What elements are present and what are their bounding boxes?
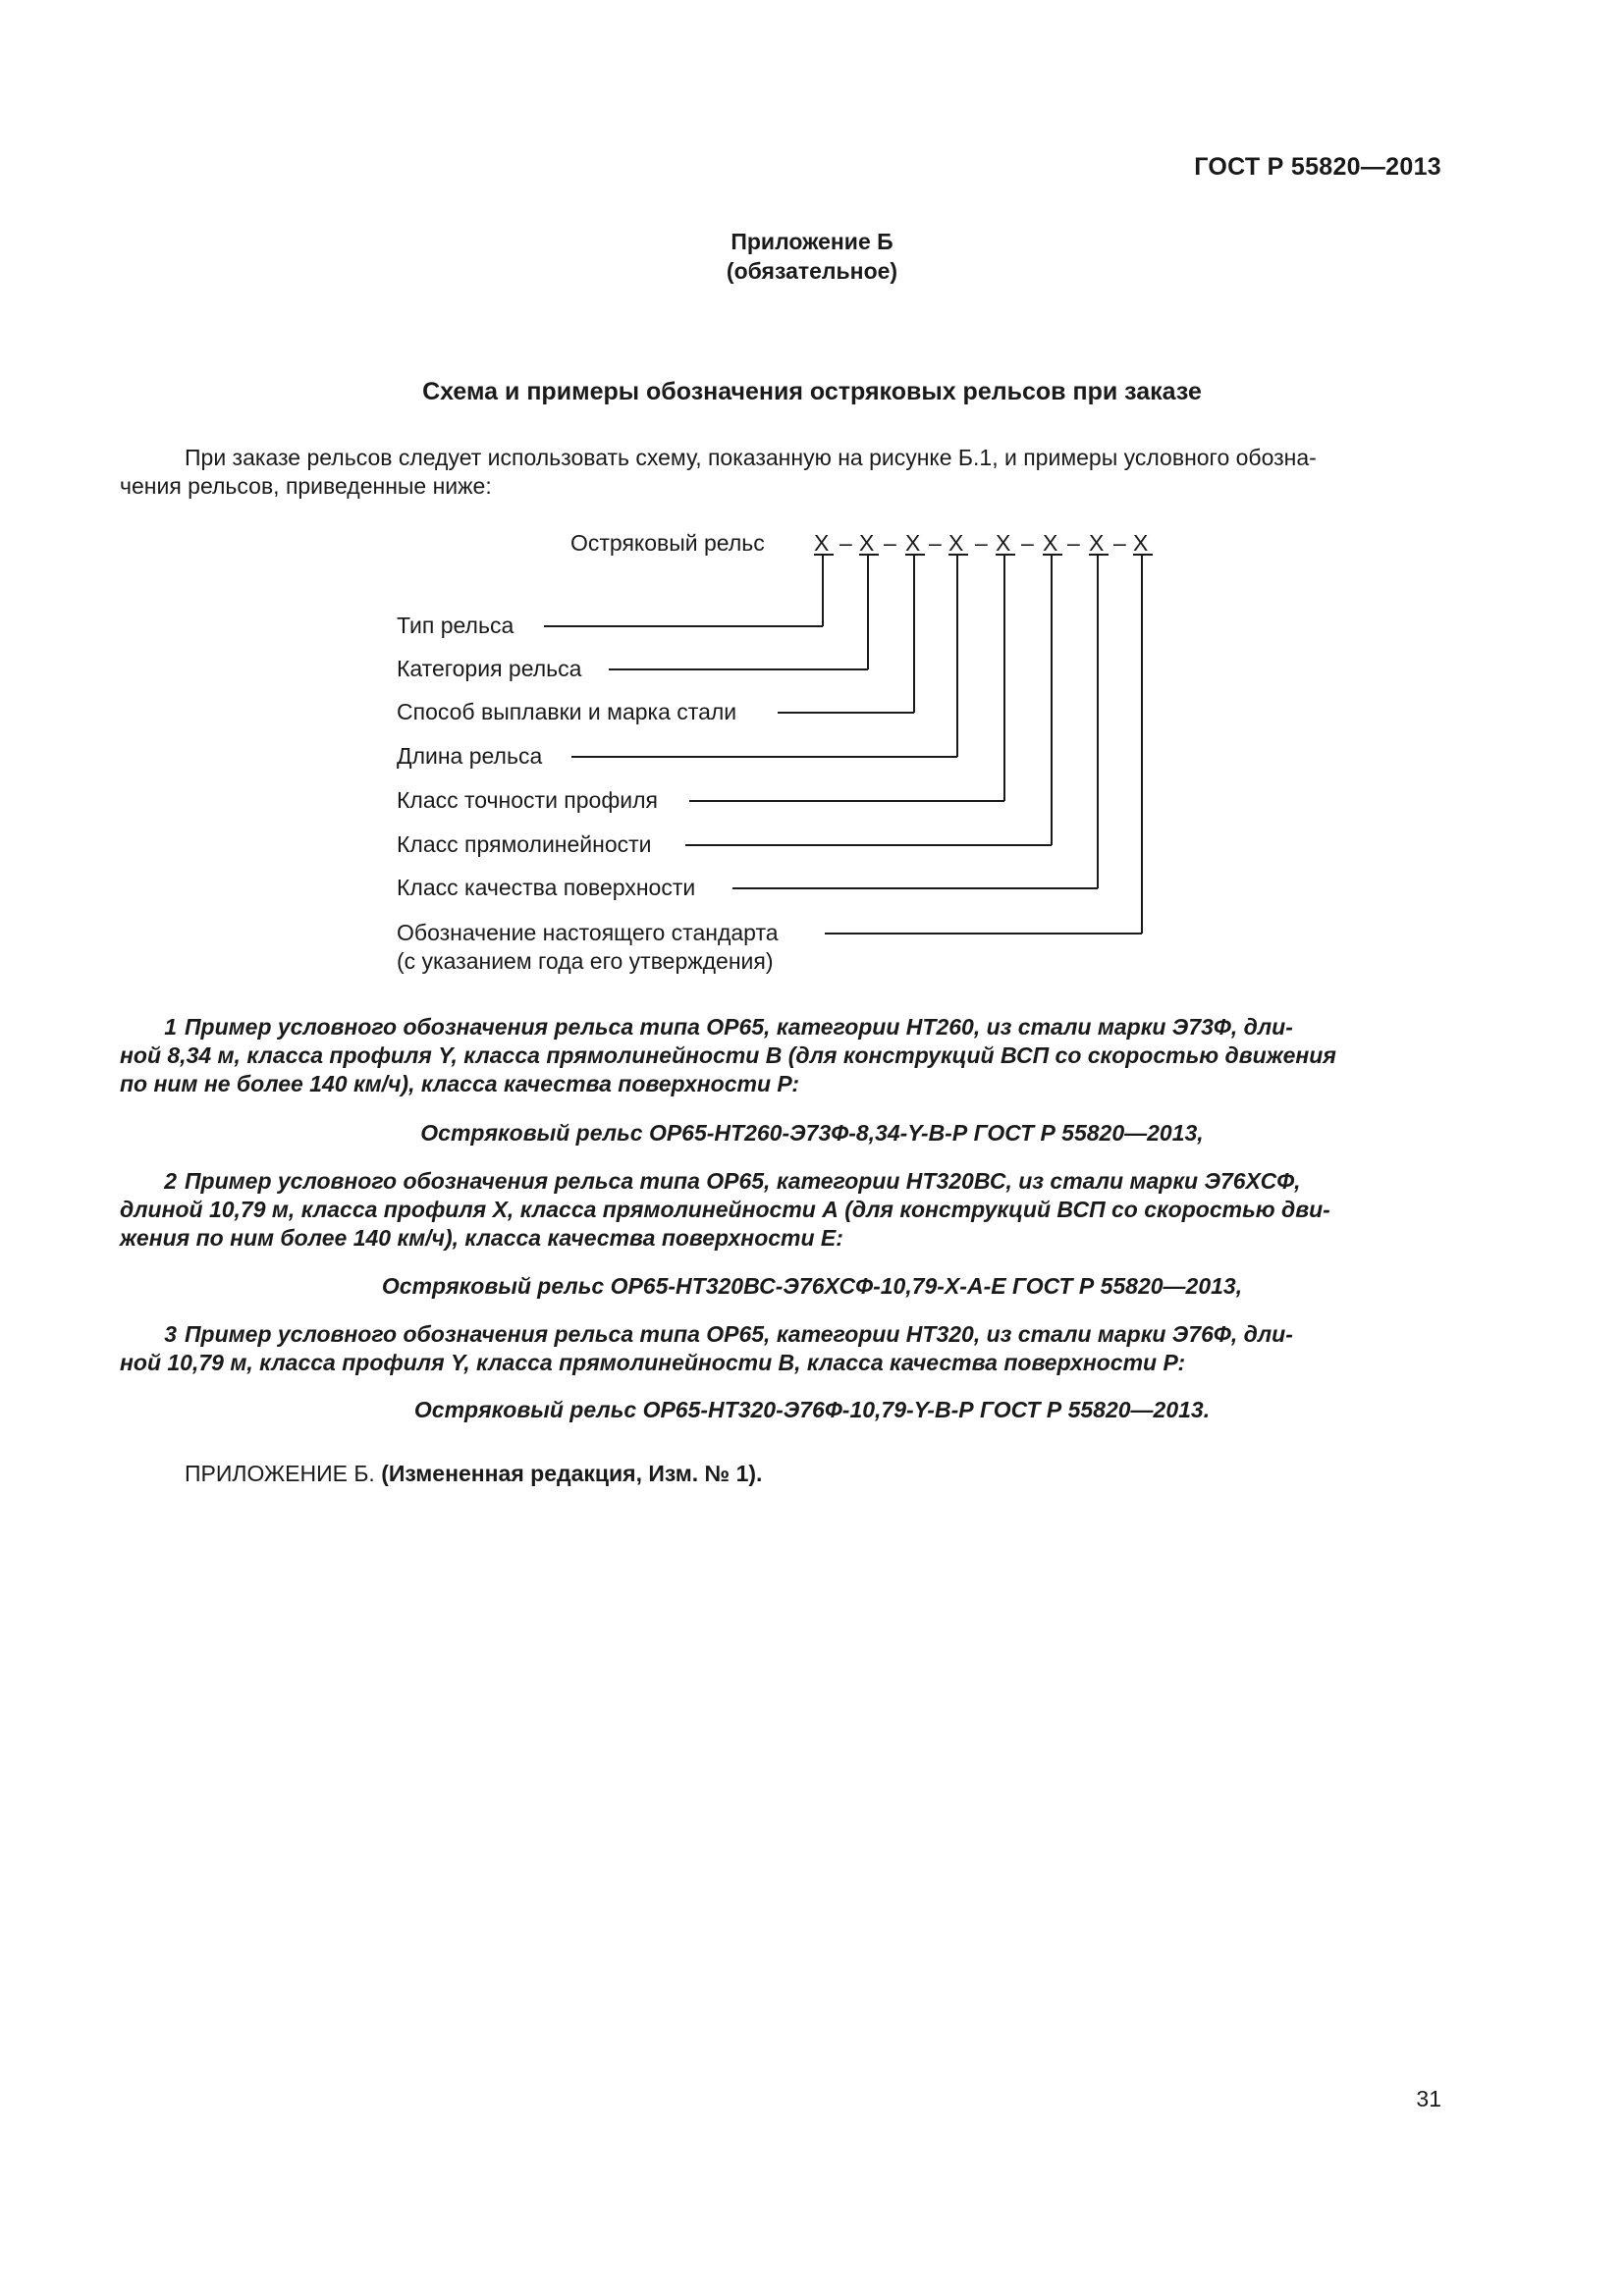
- example-line: 2 Пример условного обозначения рельса типа ОР65, категории НТ320ВС, из стали марки Э76ХСФ,: [120, 1167, 1439, 1196]
- scheme-sep: –: [929, 530, 942, 556]
- scheme-sep: –: [839, 530, 852, 556]
- scheme-x: X: [1089, 530, 1105, 556]
- page-number: 31: [1416, 2086, 1441, 2111]
- example-line: ной 8,34 м, класса профиля Y, класса прямолинейности В (для конструкций ВСП со скоростью движения: [120, 1042, 1336, 1068]
- scheme-x: X: [814, 530, 830, 556]
- intro-line-2: чения рельсов, приведенные ниже:: [120, 473, 492, 499]
- example-line: по ним не более 140 км/ч), класса качества поверхности Р:: [120, 1071, 800, 1096]
- scheme-item-rail-type: Тип рельса: [397, 613, 514, 638]
- scheme-lines: [0, 0, 1624, 1080]
- example-line: жения по ним более 140 км/ч), класса качества поверхности Е:: [120, 1225, 843, 1251]
- appendix-status: (обязательное): [726, 258, 898, 284]
- scheme-sep: –: [1021, 530, 1034, 556]
- scheme-x: X: [905, 530, 921, 556]
- scheme-x: X: [996, 530, 1011, 556]
- intro-line-1: При заказе рельсов следует использовать схему, показанную на рисунке Б.1, и примеры условного обозна-: [185, 445, 1317, 470]
- document-standard-number: ГОСТ Р 55820—2013: [1194, 153, 1441, 181]
- section-title: Схема и примеры обозначения остряковых рельсов при заказе: [422, 378, 1202, 405]
- scheme-sep: –: [1067, 530, 1080, 556]
- amendment-text: (Измененная редакция, Изм. № 1).: [381, 1461, 763, 1486]
- scheme-x: X: [1133, 530, 1149, 556]
- scheme-sep: –: [975, 530, 988, 556]
- amendment-prefix: ПРИЛОЖЕНИЕ Б.: [185, 1461, 375, 1486]
- scheme-item-standard: Обозначение настоящего стандарта: [397, 920, 779, 945]
- amendment-note: [185, 1461, 762, 1487]
- scheme-item-rail-length: Длина рельса: [397, 743, 543, 769]
- example-3-designation: Остряковый рельс ОР65-НТ320-Э76Ф-10,79-Y-В-Р ГОСТ Р 55820—2013.: [413, 1397, 1211, 1422]
- scheme-item-straightness: Класс прямолинейности: [397, 831, 652, 857]
- example-3: [120, 1320, 1439, 1377]
- example-number: 3: [164, 1321, 177, 1347]
- example-number: 1: [164, 1014, 177, 1040]
- example-line: ной 10,79 м, класса профиля Y, класса прямолинейности В, класса качества поверхности Р:: [120, 1350, 1186, 1375]
- appendix-title: Приложение Б: [731, 229, 893, 254]
- example-1-designation: Остряковый рельс ОР65-НТ260-Э73Ф-8,34-Y-В-Р ГОСТ Р 55820—2013,: [420, 1120, 1204, 1146]
- scheme-sep: –: [884, 530, 896, 556]
- scheme-sep: –: [1113, 530, 1126, 556]
- scheme-item-surface-quality: Класс качества поверхности: [397, 875, 696, 900]
- example-line: 1 Пример условного обозначения рельса типа ОР65, категории НТ260, из стали марки Э73Ф, дли-: [120, 1013, 1439, 1041]
- example-line: длиной 10,79 м, класса профиля X, класса прямолинейности А (для конструкций ВСП со скоростью дви-: [120, 1197, 1330, 1222]
- example-2-designation: Остряковый рельс ОР65-НТ320ВС-Э76ХСФ-10,79-Х-А-Е ГОСТ Р 55820—2013,: [381, 1273, 1243, 1299]
- scheme-x: X: [859, 530, 875, 556]
- scheme-item-rail-category: Категория рельса: [397, 656, 582, 681]
- example-1: [120, 1013, 1439, 1098]
- scheme-x: X: [1043, 530, 1058, 556]
- example-line: 3 Пример условного обозначения рельса типа ОР65, категории НТ320, из стали марки Э76Ф, дли-: [120, 1320, 1439, 1349]
- scheme-item-standard-note: (с указанием года его утверждения): [397, 948, 774, 974]
- example-2: [120, 1167, 1439, 1253]
- scheme-head-label: Остряковый рельс: [570, 530, 765, 556]
- scheme-item-steel-grade: Способ выплавки и марка стали: [397, 699, 737, 724]
- scheme-x: X: [948, 530, 964, 556]
- example-number: 2: [164, 1168, 177, 1194]
- scheme-item-profile-accuracy: Класс точности профиля: [397, 787, 658, 813]
